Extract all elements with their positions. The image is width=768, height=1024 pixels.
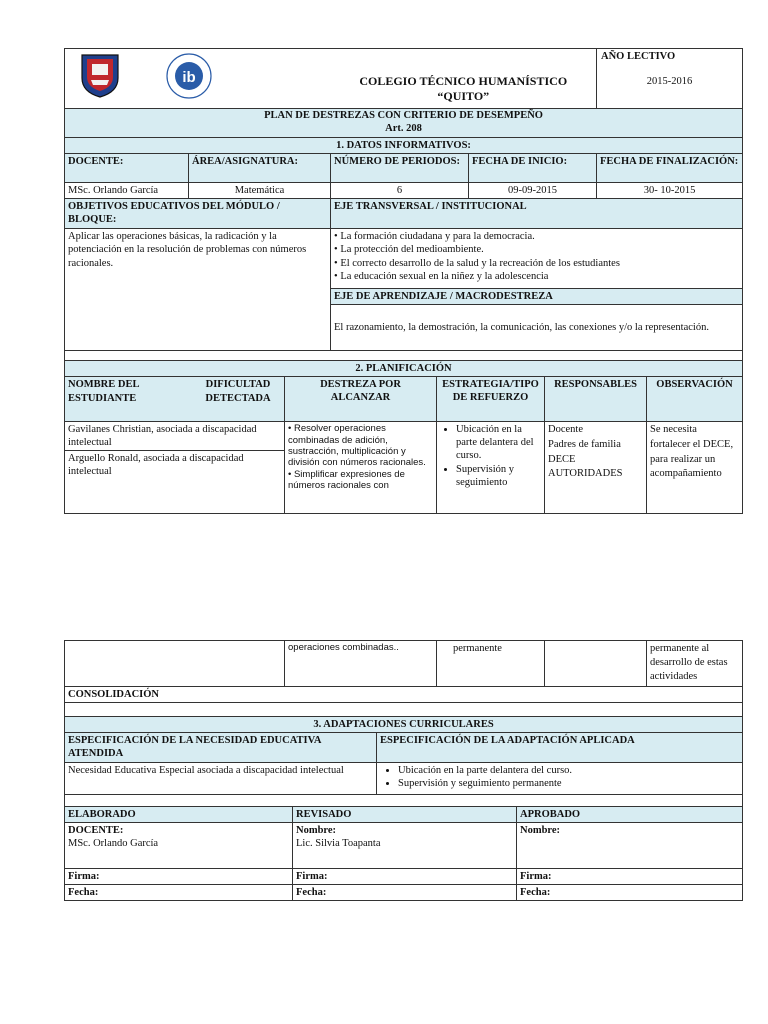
eje-transversal-item: • El correcto desarrollo de la salud y la recreación de los estudiantes [334,257,620,269]
eje-transversal-item: • La protección del medioambiente. [334,244,484,256]
school-name [331,49,597,109]
ib-logo-text: ib [182,69,196,86]
responsable-item: Padres de familia [548,438,621,450]
col-responsables: RESPONSABLES [545,377,647,422]
fin-label: FECHA DE FINALIZACIÓN: [597,154,743,183]
docente-firma-name: MSc. Orlando García [68,838,159,850]
ano-lectivo-label: AÑO LECTIVO [601,51,676,62]
inicio-label: FECHA DE INICIO: [469,154,597,183]
necesidad-value: Necesidad Educativa Especial asociada a discapacidad intelectual [65,763,377,795]
eje-transversal-label: EJE TRANSVERSAL / INSTITUCIONAL [331,199,743,229]
destreza-item: • Resolver operaciones combinadas de adición, sustracción, multiplicación y división con números racionales. [288,423,426,469]
adaptacion-list [377,763,743,795]
objetivos-label: OBJETIVOS EDUCATIVOS DEL MÓDULO / BLOQUE: [65,199,331,229]
destreza-cont: operaciones combinadas.. [285,641,437,687]
ano-lectivo-cell [597,49,743,109]
student-1: Gavilanes Christian, asociada a discapacidad intelectual [65,422,284,451]
responsable-item: Docente [548,424,583,436]
fecha-label: Fecha: [65,885,293,901]
col-nombre-dificultad [65,377,285,422]
docente-firma-label: DOCENTE: [68,825,124,837]
adaptaciones-table [64,716,743,809]
eje-transversal-item: • La formación ciudadana y para la democracia. [334,231,535,243]
estrategia-cont: permanente [437,641,545,687]
revisado-name: Lic. Silvia Toapanta [296,838,381,850]
firmas-table [64,806,743,901]
firma-label: Firma: [517,869,743,885]
responsable-item: DECE [548,453,576,465]
destreza-cell [285,422,437,514]
aprobado-label: APROBADO [517,807,743,823]
students-cont-cell [65,641,285,687]
inicio-value: 09-09-2015 [469,183,597,199]
plan-title [65,109,743,138]
area-value: Matemática [189,183,331,199]
estrategia-item: • Supervisión y seguimiento [456,463,541,489]
elaborado-label: ELABORADO [65,807,293,823]
estrategia-item: • Ubicación en la parte delantera del curso. [456,423,541,462]
plan-title-line2: Art. 208 [385,122,422,134]
revisado-nombre-label: Nombre: [296,825,337,837]
school-name-text: COLEGIO TÉCNICO HUMANÍSTICO “QUITO” [359,74,568,103]
eje-transversal-item: • La educación sexual en la niñez y la adolescencia [334,270,549,282]
observacion-cont: permanente al desarrollo de estas actividades [647,641,743,687]
firma-label: Firma: [65,869,293,885]
col-destreza: DESTREZA POR ALCANZAR [285,377,437,422]
logos-cell [65,49,331,109]
school-shield-logo [79,52,121,98]
col-necesidad: ESPECIFICACIÓN DE LA NECESIDAD EDUCATIVA ATENDIDA [65,733,377,763]
datos-informativos-title: 1. DATOS INFORMATIVOS: [65,138,743,154]
spacer-row [65,703,743,717]
planificacion-table-page1 [64,360,743,514]
responsables-cell [545,422,647,514]
revisado-cell [293,823,517,869]
plan-title-line1: PLAN DE DESTREZAS CON CRITERIO DE DESEMPEÑO [264,110,543,121]
observacion-cell: Se necesita fortalecer el DECE, para realizar un acompañamiento [647,422,743,514]
student-2: Arguello Ronald, asociada a discapacidad intelectual [68,453,244,478]
aprobado-nombre-label: Nombre: [520,825,561,837]
planificacion-table-page2 [64,640,743,717]
fecha-label: Fecha: [517,885,743,901]
col-adaptacion: ESPECIFICACIÓN DE LA ADAPTACIÓN APLICADA [377,733,743,763]
planificacion-title: 2. PLANIFICACIÓN [65,361,743,377]
revisado-label: REVISADO [293,807,517,823]
docente-label: DOCENTE: [65,154,189,183]
destreza-item: • Simplificar expresiones de números racionales con [288,468,405,492]
consolidacion-label: CONSOLIDACIÓN [65,687,743,703]
ano-lectivo-value: 2015-2016 [646,76,693,88]
elaborado-cell [65,823,293,869]
responsable-item: AUTORIDADES [548,468,623,480]
col-observacion: OBSERVACIÓN [647,377,743,422]
adaptacion-item: • Supervisión y seguimiento permanente [398,777,739,790]
col-dificultad: DIFICULTAD DETECTADA [205,379,271,404]
eje-transversal-list [331,229,743,289]
students-cell [65,422,285,514]
document-table-page1 [64,48,743,365]
periodos-value: 6 [331,183,469,199]
objetivos-text: Aplicar las operaciones básicas, la radicación y la potenciación en la resolución de problemas con números racionales. [65,229,331,351]
eje-aprendizaje-label: EJE DE APRENDIZAJE / MACRODESTREZA [331,289,743,305]
adaptaciones-title: 3. ADAPTACIONES CURRICULARES [65,717,743,733]
adaptacion-item: • Ubicación en la parte delantera del curso. [398,764,739,777]
ib-logo [165,52,213,100]
estrategia-cell [437,422,545,514]
responsables-cont-cell [545,641,647,687]
fecha-label: Fecha: [293,885,517,901]
aprobado-cell [517,823,743,869]
docente-value: MSc. Orlando García [65,183,189,199]
firma-label: Firma: [293,869,517,885]
area-label: ÁREA/ASIGNATURA: [189,154,331,183]
periodos-label: NÚMERO DE PERIODOS: [331,154,469,183]
col-nombre: NOMBRE DEL ESTUDIANTE [68,379,139,404]
fin-value: 30- 10-2015 [597,183,743,199]
col-estrategia: ESTRATEGIA/TIPO DE REFUERZO [437,377,545,422]
eje-aprendizaje-text: El razonamiento, la demostración, la comunicación, las conexiones y/o la representación. [331,305,743,351]
